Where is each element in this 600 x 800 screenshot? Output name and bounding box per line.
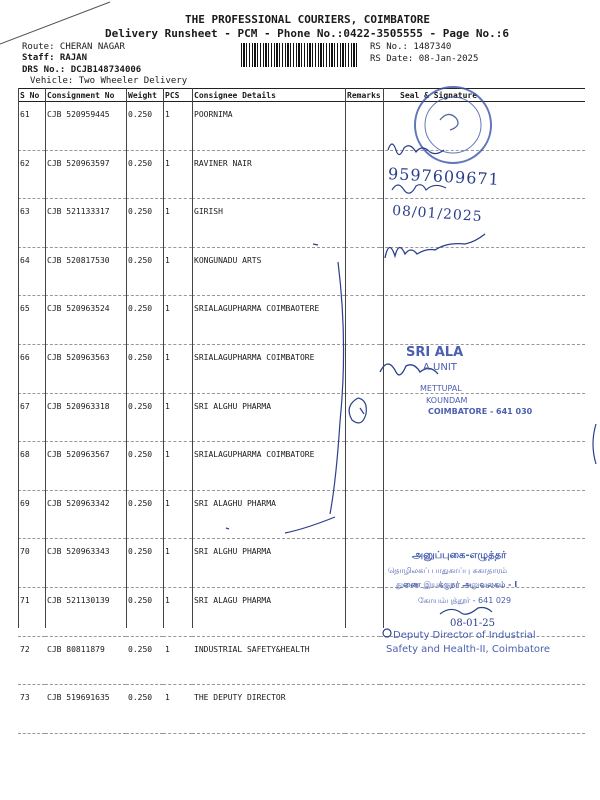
cell-consignee: INDUSTRIAL SAFETY&HEALTH xyxy=(192,636,345,685)
hand-drawn-stroke xyxy=(360,408,364,414)
cell-sno: 72 xyxy=(18,636,45,685)
cell-pcs: 1 xyxy=(163,393,192,442)
route-label: Route: CHERAN NAGAR xyxy=(22,42,125,52)
stamp-pharma-line4: KOUNDAM xyxy=(426,396,468,405)
cell-pcs: 1 xyxy=(163,636,192,685)
document-subtitle: Delivery Runsheet - PCM - Phone No.:0422-3505555 - Page No.:6 xyxy=(105,27,509,40)
cell-pcs: 1 xyxy=(163,587,192,636)
hand-drawn-stroke xyxy=(593,424,596,464)
cell-weight: 0.250 xyxy=(126,247,163,296)
cell-consignment: CJB 520963524 xyxy=(45,296,126,345)
drs-number: DRS No.: DCJB148734006 xyxy=(22,65,142,75)
cell-sno: 62 xyxy=(18,150,45,199)
cell-consignee: THE DEPUTY DIRECTOR xyxy=(192,685,345,734)
cell-weight: 0.250 xyxy=(126,442,163,491)
cell-weight: 0.250 xyxy=(126,344,163,393)
cell-consignee: GIRISH xyxy=(192,199,345,248)
cell-consignment: CJB 520963318 xyxy=(45,393,126,442)
cell-pcs: 1 xyxy=(163,685,192,734)
cell-weight: 0.250 xyxy=(126,199,163,248)
cell-consignment: CJB 80811879 xyxy=(45,636,126,685)
document-title: THE PROFESSIONAL COURIERS, COIMBATORE xyxy=(185,13,431,26)
stamp-deputy-line1: Deputy Director of Industrial xyxy=(393,630,536,641)
cell-consignee: SRI ALGHU PHARMA xyxy=(192,539,345,588)
col-header-sno: S No xyxy=(18,89,45,102)
cell-consignment: CJB 520963597 xyxy=(45,150,126,199)
cell-sno: 61 xyxy=(18,102,45,151)
rs-date: RS Date: 08-Jan-2025 xyxy=(370,54,479,64)
rs-number: RS No.: 1487340 xyxy=(370,42,452,52)
cell-consignee: SRIALAGUPHARMA COIMBAOTERE xyxy=(192,296,345,345)
hand-drawn-stroke xyxy=(226,528,229,529)
cell-consignee: KONGUNADU ARTS xyxy=(192,247,345,296)
cell-consignee: RAVINER NAIR xyxy=(192,150,345,199)
cell-sno: 71 xyxy=(18,587,45,636)
col-header-signature: Seal & Signature xyxy=(380,89,585,102)
cell-weight: 0.250 xyxy=(126,636,163,685)
stamp-handwritten-date: 08-01-25 xyxy=(450,618,495,629)
cell-weight: 0.250 xyxy=(126,490,163,539)
col-header-consignee: Consignee Details xyxy=(192,89,345,102)
stamp-tamil-line3: துணை இயக்குநர் அலுவலகம் - I xyxy=(396,580,518,589)
cell-consignment: CJB 520963567 xyxy=(45,442,126,491)
cell-sno: 64 xyxy=(18,247,45,296)
col-header-weight: Weight xyxy=(126,89,163,102)
cell-consignment: CJB 521133317 xyxy=(45,199,126,248)
cell-consignee: POORNIMA xyxy=(192,102,345,151)
cell-sno: 67 xyxy=(18,393,45,442)
stamp-deputy-line2: Safety and Health-II, Coimbatore xyxy=(386,644,551,655)
cell-weight: 0.250 xyxy=(126,539,163,588)
cell-pcs: 1 xyxy=(163,442,192,491)
cell-consignment: CJB 521130139 xyxy=(45,587,126,636)
signature-deputy xyxy=(440,608,492,615)
cell-pcs: 1 xyxy=(163,199,192,248)
cell-pcs: 1 xyxy=(163,296,192,345)
cell-weight: 0.250 xyxy=(126,587,163,636)
cell-consignment: CJB 520963343 xyxy=(45,539,126,588)
stamp-tamil-line2: தொழிலகப் பாதுகாப்பு சுகாதாரம் xyxy=(388,566,508,575)
cell-consignee: SRIALAGUPHARMA COIMBATORE xyxy=(192,442,345,491)
cell-sno: 68 xyxy=(18,442,45,491)
signature-girish xyxy=(392,185,446,194)
cell-consignee: SRI ALAGHU PHARMA xyxy=(192,490,345,539)
cell-sno: 63 xyxy=(18,199,45,248)
handwritten-date: 08/01/2025 xyxy=(391,202,484,226)
cell-consignee: SRI ALAGU PHARMA xyxy=(192,587,345,636)
cell-consignment: CJB 520817530 xyxy=(45,247,126,296)
hand-drawn-stroke xyxy=(285,517,335,533)
hand-drawn-stroke xyxy=(313,244,318,245)
cell-weight: 0.250 xyxy=(126,393,163,442)
cell-sno: 73 xyxy=(18,685,45,734)
cell-consignment: CJB 520963563 xyxy=(45,344,126,393)
cell-sno: 70 xyxy=(18,539,45,588)
cell-weight: 0.250 xyxy=(126,296,163,345)
cell-weight: 0.250 xyxy=(126,685,163,734)
stamp-tamil-line4: கோயம்புத்தூர் - 641 029 xyxy=(418,596,512,605)
col-header-consignment: Consignment No xyxy=(45,89,126,102)
col-header-pcs: PCS xyxy=(163,89,192,102)
cell-sno: 65 xyxy=(18,296,45,345)
handwritten-phone: 9597609671 xyxy=(387,164,501,189)
signature-ravindran xyxy=(388,144,444,155)
cell-consignment: CJB 520959445 xyxy=(45,102,126,151)
cell-consignment: CJB 520963342 xyxy=(45,490,126,539)
cell-sno: 66 xyxy=(18,344,45,393)
stamp-pharma-line2: A UNIT xyxy=(423,362,457,373)
cell-pcs: 1 xyxy=(163,344,192,393)
cell-pcs: 1 xyxy=(163,539,192,588)
round-stamp-image xyxy=(415,87,491,163)
cell-pcs: 1 xyxy=(163,102,192,151)
cell-weight: 0.250 xyxy=(126,150,163,199)
cell-weight: 0.250 xyxy=(126,102,163,151)
cell-sno: 69 xyxy=(18,490,45,539)
cell-pcs: 1 xyxy=(163,247,192,296)
stamp-pharma-line3: METTUPAL xyxy=(420,384,462,393)
stamp-tamil-line1: அனுப்புகை-எழுத்தர் xyxy=(412,550,507,561)
cell-consignee: SRI ALGHU PHARMA xyxy=(192,393,345,442)
cell-consignee: SRIALAGUPHARMA COIMBATORE xyxy=(192,344,345,393)
cell-pcs: 1 xyxy=(163,490,192,539)
staff-label: Staff: RAJAN xyxy=(22,53,88,63)
hand-drawn-stroke xyxy=(349,398,366,423)
stamp-pharma-line5: COIMBATORE - 641 030 xyxy=(428,407,533,416)
cell-pcs: 1 xyxy=(163,150,192,199)
cell-consignment: CJB 519691635 xyxy=(45,685,126,734)
col-header-remarks: Remarks xyxy=(347,90,381,100)
vehicle-label: Vehicle: Two Wheeler Delivery xyxy=(30,76,188,86)
signature-kongunadu xyxy=(385,234,485,258)
hand-drawn-stroke xyxy=(330,262,344,514)
stamp-pharma-line1: SRI ALA xyxy=(406,345,464,360)
